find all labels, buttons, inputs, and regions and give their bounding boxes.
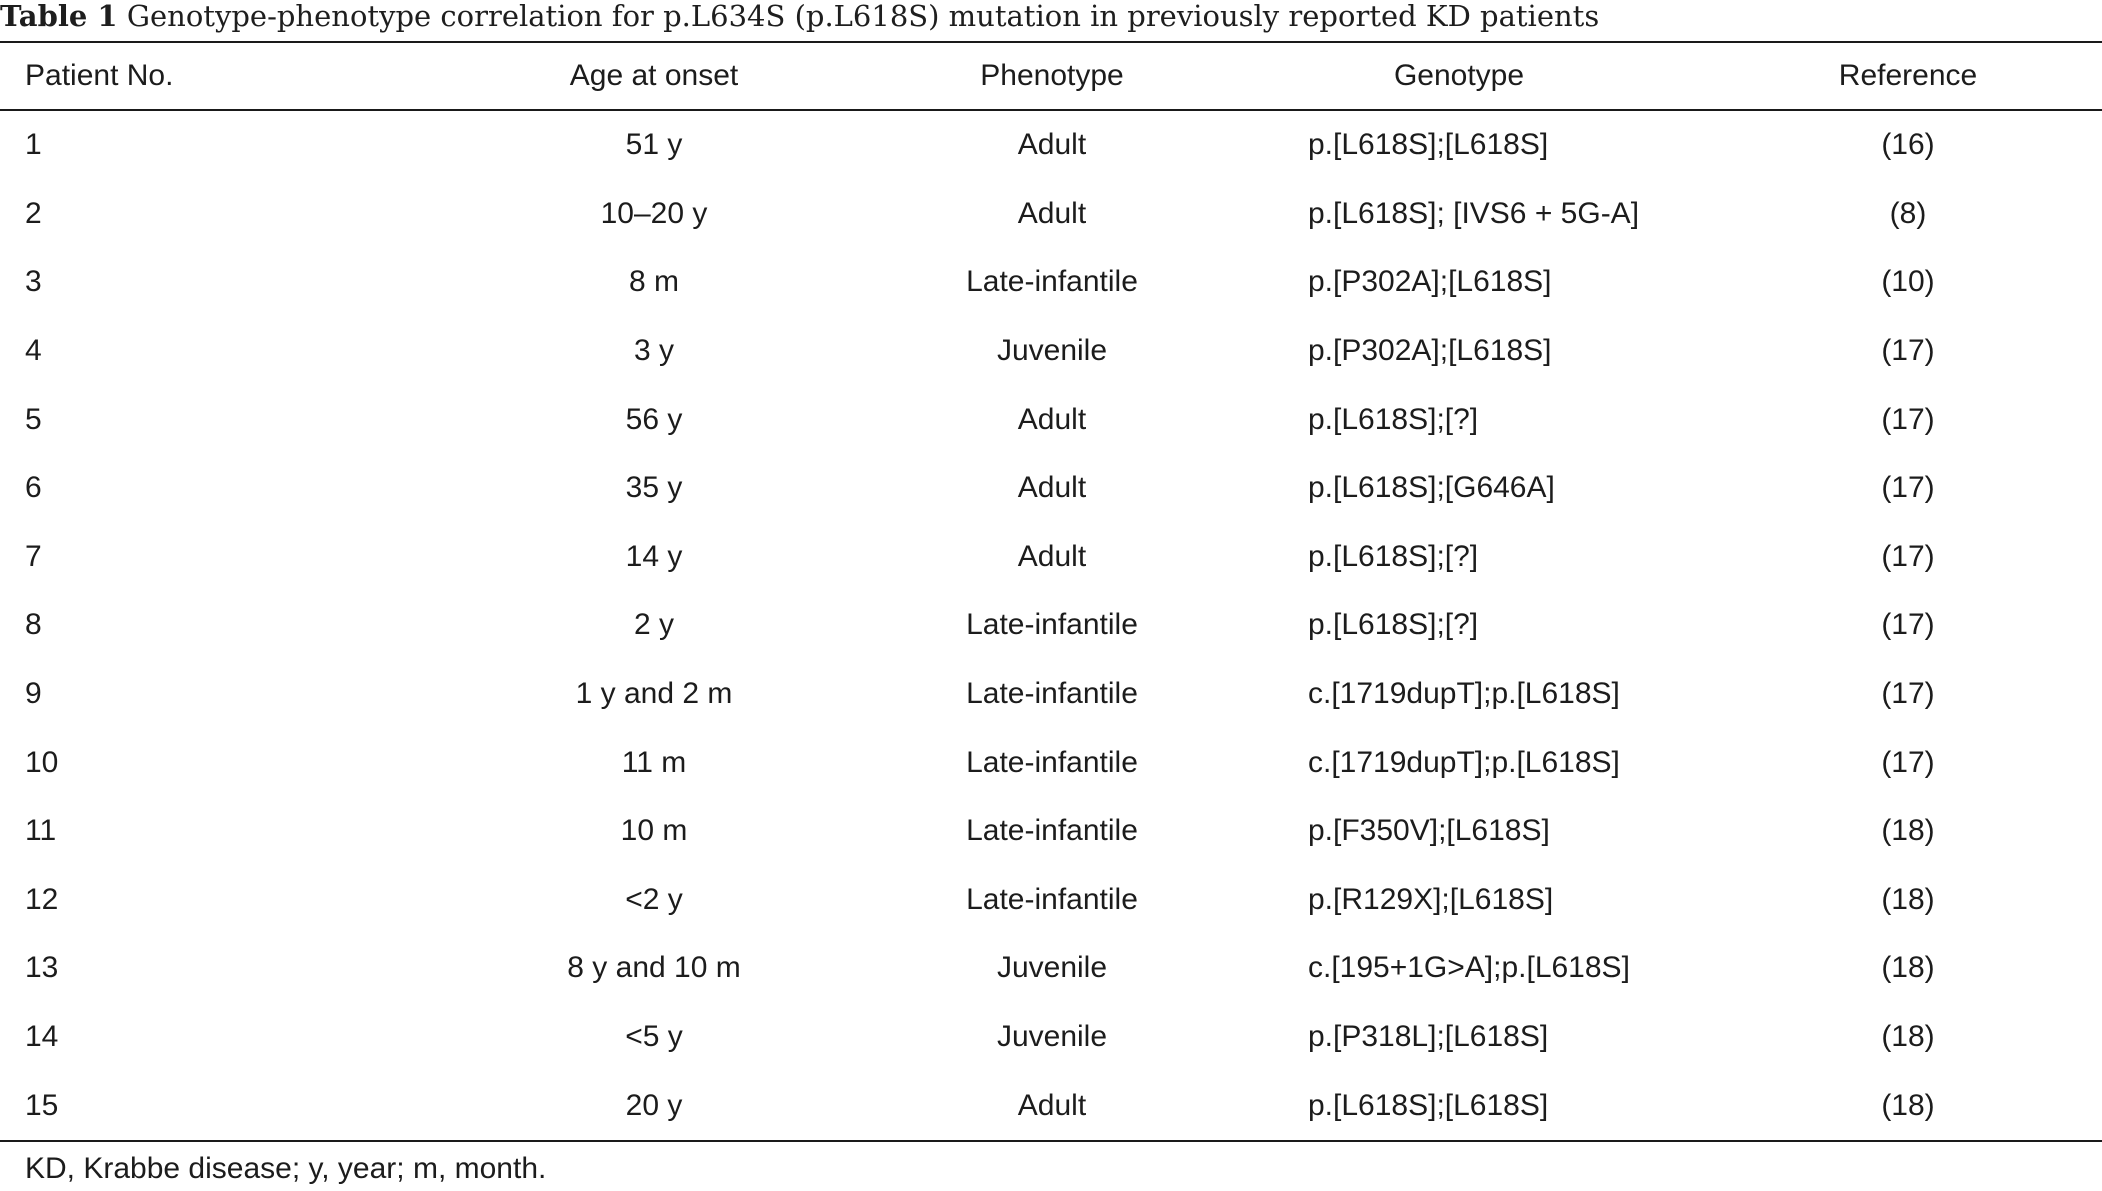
table-row bbox=[0, 797, 2102, 866]
cell-reference: (17) bbox=[1881, 677, 1935, 711]
table-row bbox=[0, 523, 2102, 592]
cell-age-at-onset: 1 y and 2 m bbox=[575, 677, 733, 711]
cell-age-at-onset: 11 m bbox=[621, 745, 687, 779]
cell-reference: (10) bbox=[1881, 265, 1935, 299]
table-row bbox=[0, 1071, 2102, 1140]
cell-genotype: c.[1719dupT];p.[L618S] bbox=[1308, 677, 1620, 711]
cell-genotype: c.[1719dupT];p.[L618S] bbox=[1308, 745, 1620, 779]
cell-genotype: p.[P302A];[L618S] bbox=[1308, 265, 1552, 299]
table-header bbox=[0, 43, 2102, 111]
cell-phenotype: Adult bbox=[1017, 402, 1087, 436]
table-row bbox=[0, 454, 2102, 523]
cell-age-at-onset: 56 y bbox=[625, 402, 683, 436]
cell-phenotype: Late-infantile bbox=[966, 745, 1138, 779]
cell-genotype: p.[L618S];[G646A] bbox=[1308, 471, 1555, 505]
cell-reference: (18) bbox=[1881, 951, 1935, 985]
cell-age-at-onset: 35 y bbox=[625, 471, 683, 505]
cell-age-at-onset: 3 y bbox=[633, 334, 675, 368]
cell-reference: (17) bbox=[1881, 608, 1935, 642]
table-row bbox=[0, 660, 2102, 729]
cell-patient-no: 15 bbox=[25, 1088, 59, 1122]
cell-phenotype: Juvenile bbox=[996, 951, 1108, 985]
cell-phenotype: Late-infantile bbox=[966, 882, 1138, 916]
cell-phenotype: Adult bbox=[1017, 1088, 1087, 1122]
cell-reference: (18) bbox=[1881, 1088, 1935, 1122]
cell-phenotype: Late-infantile bbox=[966, 265, 1138, 299]
cell-phenotype: Late-infantile bbox=[966, 677, 1138, 711]
cell-phenotype: Juvenile bbox=[996, 1020, 1108, 1054]
cell-genotype: p.[R129X];[L618S] bbox=[1308, 882, 1554, 916]
cell-reference: (17) bbox=[1881, 402, 1935, 436]
cell-patient-no: 1 bbox=[25, 128, 42, 162]
cell-patient-no: 7 bbox=[25, 539, 42, 573]
cell-patient-no: 4 bbox=[25, 334, 42, 368]
bottom-rule bbox=[0, 1140, 2102, 1142]
cell-age-at-onset: <5 y bbox=[625, 1020, 683, 1054]
cell-patient-no: 13 bbox=[25, 951, 59, 985]
table-body bbox=[0, 111, 2102, 1140]
cell-genotype: p.[L618S]; [IVS6 + 5G-A] bbox=[1308, 196, 1640, 230]
cell-genotype: c.[195+1G>A];p.[L618S] bbox=[1308, 951, 1630, 985]
cell-phenotype: Adult bbox=[1017, 196, 1087, 230]
cell-age-at-onset: 10–20 y bbox=[600, 196, 708, 230]
table-row bbox=[0, 728, 2102, 797]
cell-patient-no: 5 bbox=[25, 402, 42, 436]
cell-phenotype: Adult bbox=[1017, 128, 1087, 162]
cell-patient-no: 8 bbox=[25, 608, 42, 642]
data-table bbox=[0, 43, 2102, 1140]
header-row bbox=[0, 43, 2102, 109]
cell-reference: (17) bbox=[1881, 745, 1935, 779]
cell-reference: (17) bbox=[1881, 471, 1935, 505]
cell-genotype: p.[L618S];[L618S] bbox=[1308, 128, 1549, 162]
table-row bbox=[0, 317, 2102, 386]
table-row bbox=[0, 591, 2102, 660]
cell-reference: (16) bbox=[1881, 128, 1935, 162]
cell-genotype: p.[P302A];[L618S] bbox=[1308, 334, 1552, 368]
header-phenotype: Phenotype bbox=[980, 59, 1124, 92]
table-caption-label: Table 1 bbox=[0, 0, 118, 33]
cell-phenotype: Juvenile bbox=[996, 334, 1108, 368]
cell-reference: (18) bbox=[1881, 1020, 1935, 1054]
cell-age-at-onset: 14 y bbox=[625, 539, 683, 573]
cell-patient-no: 3 bbox=[25, 265, 42, 299]
table-row bbox=[0, 111, 2102, 180]
cell-age-at-onset: 8 y and 10 m bbox=[567, 951, 741, 985]
cell-age-at-onset: <2 y bbox=[625, 882, 683, 916]
table-row bbox=[0, 248, 2102, 317]
header-patient-no: Patient No. bbox=[25, 59, 174, 92]
table-footnote: KD, Krabbe disease; y, year; m, month. bbox=[25, 1152, 547, 1185]
table-row bbox=[0, 934, 2102, 1003]
cell-phenotype: Late-infantile bbox=[966, 608, 1138, 642]
cell-genotype: p.[L618S];[?] bbox=[1308, 608, 1479, 642]
cell-age-at-onset: 10 m bbox=[620, 814, 688, 848]
cell-genotype: p.[L618S];[?] bbox=[1308, 402, 1479, 436]
cell-patient-no: 12 bbox=[25, 882, 59, 916]
cell-genotype: p.[L618S];[?] bbox=[1308, 539, 1479, 573]
cell-age-at-onset: 20 y bbox=[625, 1088, 683, 1122]
cell-age-at-onset: 2 y bbox=[633, 608, 675, 642]
table-caption bbox=[0, 0, 1599, 36]
cell-genotype: p.[L618S];[L618S] bbox=[1308, 1088, 1549, 1122]
cell-reference: (8) bbox=[1889, 196, 1927, 230]
table-caption-text: Genotype-phenotype correlation for p.L634S (p.L618S) mutation in previously reported KD patients bbox=[126, 0, 1600, 33]
cell-genotype: p.[F350V];[L618S] bbox=[1308, 814, 1550, 848]
cell-reference: (18) bbox=[1881, 814, 1935, 848]
table-row bbox=[0, 866, 2102, 935]
cell-age-at-onset: 8 m bbox=[628, 265, 679, 299]
cell-genotype: p.[P318L];[L618S] bbox=[1308, 1020, 1549, 1054]
cell-reference: (17) bbox=[1881, 334, 1935, 368]
cell-reference: (18) bbox=[1881, 882, 1935, 916]
cell-patient-no: 2 bbox=[25, 196, 42, 230]
header-age-at-onset: Age at onset bbox=[569, 59, 739, 92]
table-row bbox=[0, 385, 2102, 454]
header-reference: Reference bbox=[1838, 59, 1978, 92]
cell-reference: (17) bbox=[1881, 539, 1935, 573]
cell-phenotype: Adult bbox=[1017, 539, 1087, 573]
cell-patient-no: 14 bbox=[25, 1020, 59, 1054]
cell-patient-no: 10 bbox=[25, 745, 59, 779]
cell-patient-no: 11 bbox=[25, 814, 57, 848]
header-genotype: Genotype bbox=[1393, 59, 1525, 92]
table-row bbox=[0, 180, 2102, 249]
cell-phenotype: Late-infantile bbox=[966, 814, 1138, 848]
cell-phenotype: Adult bbox=[1017, 471, 1087, 505]
table-row bbox=[0, 1003, 2102, 1072]
cell-patient-no: 9 bbox=[25, 677, 42, 711]
cell-age-at-onset: 51 y bbox=[625, 128, 683, 162]
cell-patient-no: 6 bbox=[25, 471, 42, 505]
